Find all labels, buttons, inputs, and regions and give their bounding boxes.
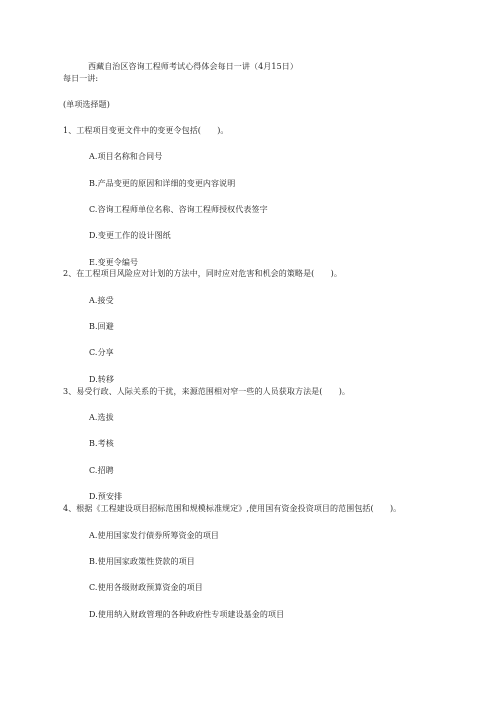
question-2-option-a: A.接受 [89, 296, 114, 305]
question-4-stem: 4、根据《工程建设项目招标范围和规模标准规定》,使用国有资金投资项目的范围包括( )。 [63, 504, 402, 513]
document-subtitle: 每日一讲: [63, 74, 99, 83]
document-title: 西藏自治区咨询工程师考试心得体会每日一讲（4月15日） [88, 62, 298, 71]
question-2-stem: 2、在工程项目风险应对计划的方法中，同时应对危害和机会的策略是( )。 [63, 269, 342, 278]
question-4-option-d: D.使用纳入财政管理的各种政府性专项建设基金的项目 [89, 610, 285, 619]
question-3-option-c: C.招聘 [89, 466, 114, 475]
question-2-option-c: C.分享 [89, 348, 114, 357]
question-1-option-d: D.变更工作的设计图纸 [89, 231, 171, 240]
question-1-option-a: A.项目名称和合同号 [89, 152, 163, 161]
question-3-option-d: D.预安排 [89, 492, 123, 501]
question-4-option-b: B.使用国家政策性贷款的项目 [89, 557, 195, 566]
question-2-option-b: B.回避 [89, 322, 114, 331]
question-1-stem: 1、工程项目变更文件中的变更令包括( )。 [63, 126, 229, 135]
question-2-option-d: D.转移 [89, 375, 115, 384]
question-3-stem: 3、易受行政、人际关系的干扰，来源范围相对窄一些的人员获取方法是( )。 [63, 387, 351, 396]
question-3-option-b: B.考核 [89, 439, 114, 448]
question-4-option-c: C.使用各级财政预算资金的项目 [89, 583, 203, 592]
question-3-option-a: A.选拔 [89, 413, 114, 422]
question-1-option-e: E.变更令编号 [89, 258, 139, 267]
question-4-option-a: A.使用国家发行债券所筹资金的项目 [89, 531, 220, 540]
question-1-option-b: B.产品变更的原因和详细的变更内容说明 [89, 179, 236, 188]
section-heading: (单项选择题) [63, 100, 110, 109]
question-1-option-c: C.咨询工程师单位名称、咨询工程师授权代表签字 [89, 205, 268, 214]
